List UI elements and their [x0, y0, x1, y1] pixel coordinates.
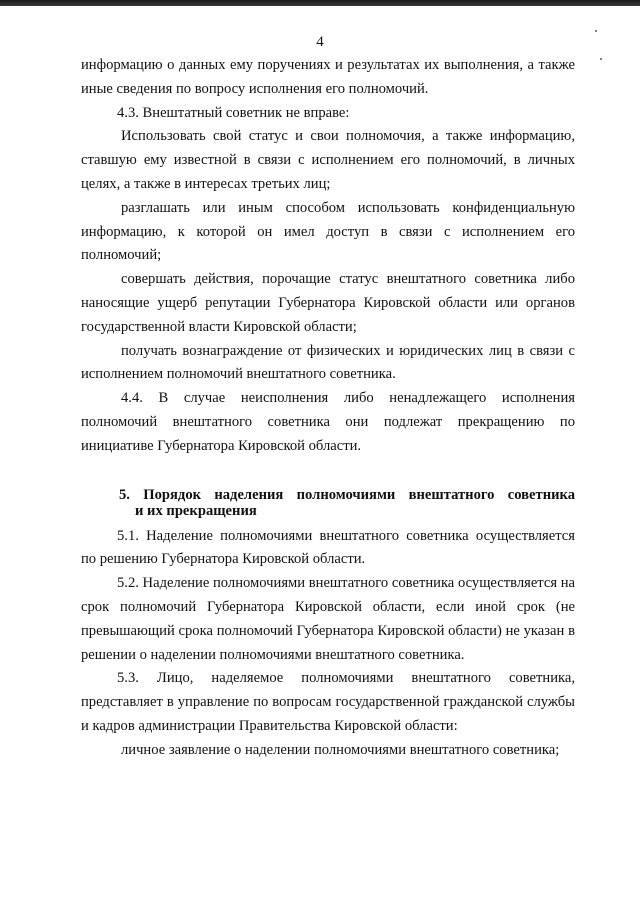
paragraph: получать вознаграждение от физических и юридических лиц в связи с исполнением полномочий внештатного советника.: [81, 342, 575, 383]
paragraph: 5.2. Наделение полномочиями внештатного советника осуществляется на срок полномочий Губернатора Кировской области, если иной срок (не превышающий срока полномочий Губернатора Кировской области) не указан в решении о наделении полномочиями внештатного советника.: [81, 575, 575, 663]
paragraph: 4.4. В случае неисполнения либо ненадлежащего исполнения полномочий внештатного советника они подлежат прекращению по инициативе Губернатора Кировской области.: [81, 390, 575, 454]
scan-speck: [600, 58, 602, 60]
section-heading-line2: и их прекращения: [135, 502, 257, 519]
document-body: [81, 54, 575, 763]
paragraph: 4.3. Внештатный советник не вправе:: [117, 104, 350, 121]
page-number: 4: [316, 34, 324, 50]
section-heading: [81, 487, 575, 519]
scan-top-edge: [0, 0, 640, 6]
scan-speck: [595, 30, 597, 32]
section-heading-line1: 5. Порядок наделения полномочиями внештатного советника: [119, 486, 575, 503]
paragraph: Использовать свой статус и свои полномочия, а также информацию, ставшую ему известной в связи с исполнением его полномочий, в личных целях, а также в интересах третьих лиц;: [81, 128, 575, 192]
paragraph: информацию о данных ему поручениях и результатах их выполнения, а также иные сведения по вопросу исполнения его полномочий.: [81, 57, 575, 97]
paragraph: личное заявление о наделении полномочиями внештатного советника;: [121, 741, 560, 758]
paragraph: разглашать или иным способом использовать конфиденциальную информацию, к которой он имел доступ в связи с исполнением его полномочий;: [81, 199, 575, 264]
paragraph: 5.1. Наделение полномочиями внештатного советника осуществляется по решению Губернатора Кировской области.: [81, 527, 575, 568]
paragraph: 5.3. Лицо, наделяемое полномочиями внештатного советника, представляет в управление по вопросам государственной гражданской службы и кадров администрации Правительства Кировской области:: [81, 670, 575, 734]
paragraph: совершать действия, порочащие статус внештатного советника либо наносящие ущерб репутации Губернатора Кировской области или органов государственной власти Кировской области;: [81, 271, 575, 335]
